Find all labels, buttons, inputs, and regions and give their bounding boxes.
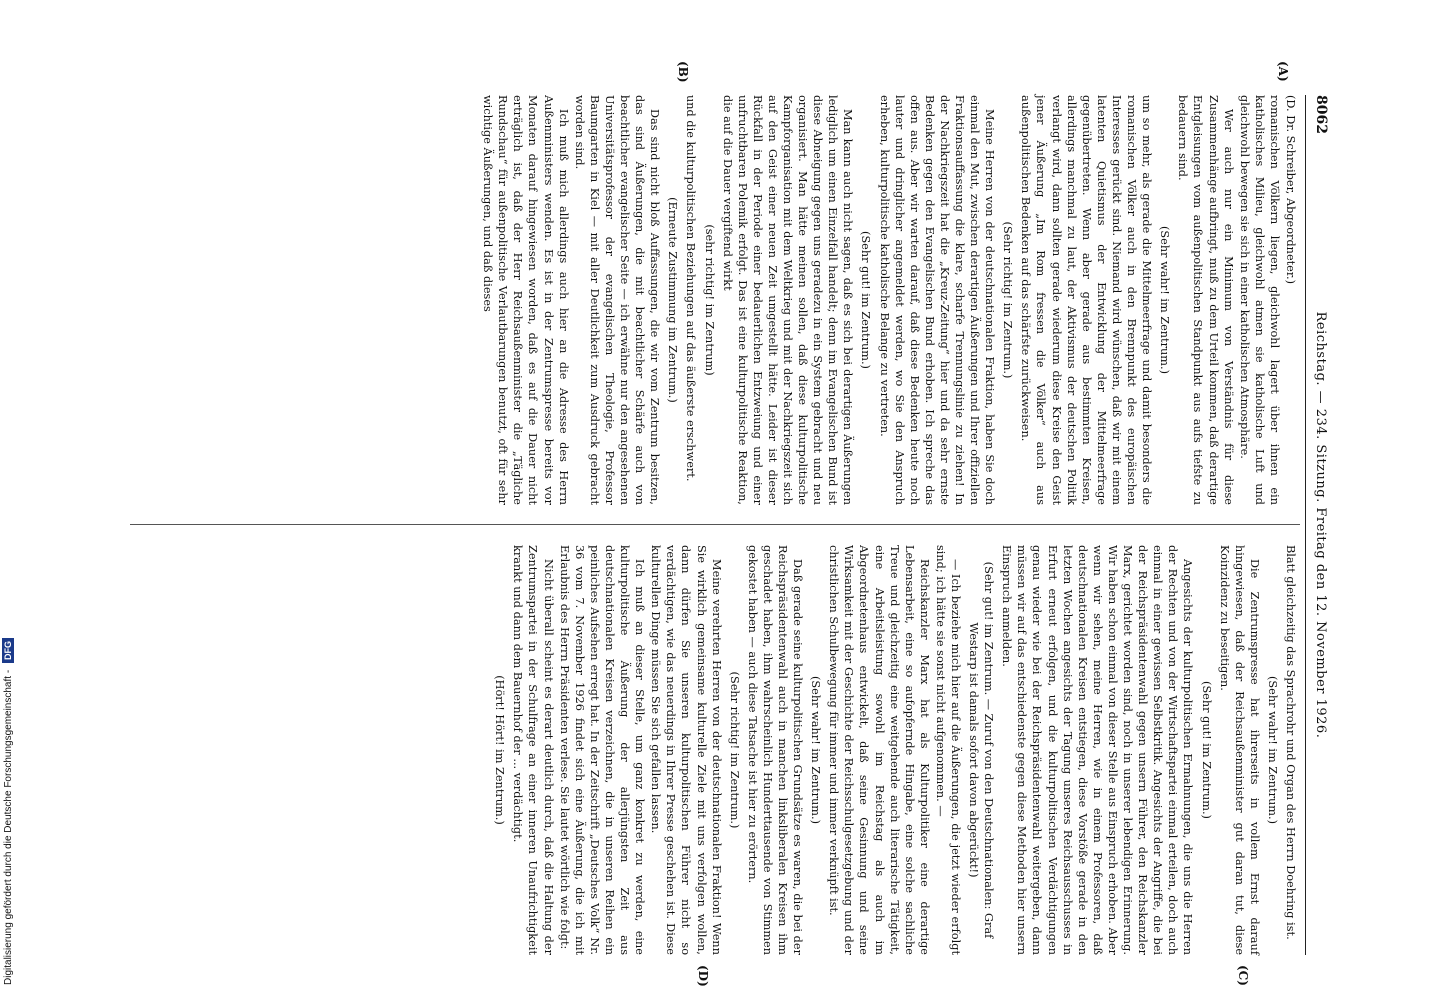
paragraph: Wer auch nur ein Minimum von Verständnis für diese Zusammenhänge aufbringt, muß zu dem Urteil kommen, daß derartige Entgleisungen vom außenpolitischen Standpunkt aus aufs tiefste zu bedauern sind. — [1176, 95, 1235, 505]
interjection: (Sehr gut! im Zentrum.) — [859, 231, 873, 369]
paragraph: romanischen Völkern liegen, gleichwohl lagert über ihnen ein katholisches Milieu, gleichwohl atmen sie katholische Luft und gleichwohl bewegen sie sich in einer katholischen Atmosphäre. — [1237, 95, 1281, 505]
column-divider — [130, 524, 1300, 525]
paragraph: Die Zentrumspresse hat ihrerseits in vollem Ernst darauf hingewiesen, daß der Reichsaußenminister gut daran tut, diese Koinzidenz zu beseitigen. — [1217, 545, 1261, 955]
margin-mark-d: (D) — [696, 965, 710, 987]
funding-stripe — [2, 0, 16, 1000]
left-column — [479, 95, 1298, 505]
page-header — [1305, 95, 1330, 955]
interjection: (Sehr gut! im Zentrum. — Zuruf von den Deutschnationalen: Graf Westarp ist damals sofort davon abgerückt!) — [967, 561, 996, 939]
right-column — [489, 545, 1298, 955]
interjection: (sehr richtig! im Zentrum) — [702, 224, 716, 376]
paragraph: Angesichts der kulturpolitischen Ermahnungen, die uns die Herren der Rechten und von der Wirtschaftspartei einmal erteilen, doch auch einmal in einer gewissen Selbstkritik. Angesichts der Angriffe, die bei der Reichspräsidentenwahl gegen unsern Führer, den Reichskanzler Marx, gerichtet worden sind, noch in unserer lebendigen Erinnerung. Wir haben schon einmal von dieser Stelle aus Einspruch erhoben. Aber wenn wir sehen, meine Herren, wie in einem Professoren, daß deutschnationalen Kreisen entstiegen, diese Vorstöße gerade in den letzten Wochen angesichts der Tagung unseres Reichsausschusses in Erfurt erneut erfolgen, und die kulturpolitischen Verdächtigungen genau wieder wie bei der Reichspräsidentenwahl weitergeben, dann müssen wir auf das entschiedenste gegen diese Methoden hier unsern Einspruch anmelden. — [1000, 545, 1195, 955]
paragraph: Das sind nicht bloß Auffassungen, die wir vom Zentrum besitzen, das sind Äußerungen, die mit beachtlicher Schärfe auch von beachtlicher evangelischer Seite — ich erwähne nur den angesehenen Universitätsprofessor der evangelischen Theologie, Professor Baumgarten in Kiel — mit aller Deutlichkeit zum Ausdruck gebracht worden sind. — [572, 95, 662, 505]
margin-mark-b: (B) — [676, 61, 690, 83]
funding-note — [2, 0, 16, 985]
paragraph: Man kann auch nicht sagen, daß es sich bei derartigen Äußerungen lediglich um einen Einzelfall handelt; denn im Evangelischen Bund ist diese Abneigung gegen uns geradezu in ein System gebracht und neu organisiert. Man hätte meinen sollen, daß diese kulturpolitische Kampforganisation mit dem Weltkrieg und mit der Nachkriegszeit sich auf den Geist einer neuen Zeit umgestellt hätte. Leider ist dieser Rückfall in der Periode einer bedauerlichen Entzweiung und einer unfruchtbaren Polemik erfolgt. Das ist eine kulturpolitische Reaktion, die auf die Dauer vergiftend wirkt — [720, 95, 855, 505]
paragraph: Ich muß mich allerdings auch hier an die Adresse des Herrn Außenministers wenden. Es ist in der Zentrumspresse bereits vor Monaten darauf hingewiesen worden, daß es auf die Dauer nicht erträglich ist, daß der Herr Reichsaußenminister die „Tägliche Rundschau“ für außenpolitische Verlautbarungen benutzt, oft für sehr wichtige Äußerungen, und daß dieses — [481, 95, 570, 505]
paragraph: — Ich beziehe mich hier auf die Äußerungen, die jetzt wieder erfolgt sind; ich hätte sie sonst nicht aufgenommen. — — [933, 545, 963, 955]
paragraph: Nicht überall scheint es derart deutlich durch, daß die Haltung der Zentrumspartei in der Schulfrage an einer inneren Unaufrichtigkeit krankt und dann dem Bauernhof der ... verdächtigt. — [511, 545, 555, 955]
header-title: Reichstag. — 234. Sitzung. Freitag den 12. November 1926. — [1313, 311, 1328, 739]
paragraph: Reichskanzler Marx hat als Kulturpolitiker eine derartige Lebensarbeit, eine so aufopfernde Hingabe, eine solche sachliche Treue und gleichzeitig eine weitgehende auch literarische Tätigkeit, eine Arbeitsleistung sowohl im Reichstag als auch im Abgeordnetenhaus entwickelt, daß seine Gesinnung und seine Wirksamkeit mit der Geschichte der Reichsschulgesetzgebung und der christlichen Schulbewegung für immer und immer verknüpft ist. — [827, 545, 931, 955]
paragraph: Meine Herren von der deutschnationalen Fraktion, haben Sie doch einmal den Mut, zwischen derartigen Äußerungen und Ihrer offiziellen Fraktionsauffassung die klare, scharfe Trennungslinie zu ziehen! In der Nachkriegszeit hat die „Kreuz-Zeitung“ hier und da sehr ernste Bedenken gegen den Evangelischen Bund erhoben. Ich spreche das offen aus. Aber wir warten darauf, daß diese Bedenken heute noch lauter und dringlicher angemeldet werden, wo Sie den Anspruch erheben, kulturpolitische katholische Belange zu vertreten. — [877, 95, 997, 505]
interjection: (Erneute Zustimmung im Zentrum.) — [666, 197, 680, 403]
paragraph: Meine verehrten Herren von der deutschnationalen Fraktion! Wenn Sie wirklich gemeinsame kulturelle Ziele mit uns verfolgen wollen, dann dürfen Sie unseren kulturpolitischen Führer nicht so verdächtigen, wie das neuerdings in Ihrer Presse geschehen ist. Diese kulturellen Dinge müssen Sie sich gefallen lassen. — [649, 545, 723, 955]
interjection: (Sehr wahr! im Zentrum.) — [1158, 226, 1172, 374]
paragraph: Blatt gleichzeitig das Sprachrohr und Organ des Herrn Doehring ist. — [1284, 545, 1297, 940]
paragraph: Daß gerade seine kulturpolitischen Grundsätze es waren, die bei der Reichspräsidentenwahl auch in manchen linksliberalen Kreisen ihm geschadet haben, ihm wahrscheinlich Hunderttausende von Stimmen gekostet haben — auch diese Tatsache ist hier zu erörtern. — [745, 545, 805, 955]
paragraph: Ich muß an dieser Stelle, um ganz konkret zu werden, eine kulturpolitische Äußerung der allerjüngsten Zeit aus deutschnationalen Kreisen verzeichnen, die in unseren Reihen ein peinliches Aufsehen erregt hat. In der Zeitschrift „Deutsches Volk“ Nr. 36 vom 7. November 1926 findet sich eine Äußerung, die ich mit Erlaubnis des Herrn Präsidenten verlese. Sie lautet wörtlich wie folgt: — [557, 545, 647, 955]
margin-mark-c: (C) — [1236, 965, 1250, 986]
page-number: 8062 — [1313, 95, 1329, 134]
margin-mark-a: (A) — [1276, 61, 1290, 82]
interjection: (Sehr gut! im Zentrum.) — [1199, 681, 1213, 819]
rotated-newspaper-sheet — [110, 61, 1330, 987]
interjection: (Sehr richtig! im Zentrum.) — [727, 671, 741, 829]
interjection: (Sehr wahr! im Zentrum.) — [1265, 676, 1279, 824]
interjection: (Sehr wahr! im Zentrum.) — [809, 676, 823, 824]
interjection: (Sehr richtig! im Zentrum.) — [1001, 221, 1015, 379]
dfg-logo: DFG — [2, 638, 14, 663]
funding-text: Digitalisierung gefördert durch die Deutsche Forschungsgemeinschaft - — [3, 669, 14, 985]
paragraph: um so mehr, als gerade die Mittelmeerfrage und damit besonders die romanischen Völker auch in den Brennpunkt des europäischen Interesses gerückt sind. Niemand wird wünschen, daß wir mit einem latenten Quietismus der Entwicklung der Mittelmeerfrage gegenübertreten. Wenn aber gerade aus bestimmten Kreisen, allerdings manchmal zu laut, der Aktivismus der deutschen Politik verlangt wird, dann sollten gerade wiederum diese Kreise den Geist jener Äußerung „Im Rom fressen die Völker“ auch aus außenpolitischen Bedenken auf das schärfste zurückweisen. — [1019, 95, 1154, 505]
paragraph: (D. Dr. Schreiber, Abgeordneter.) — [1284, 95, 1297, 285]
interjection: (Hört! Hört! im Zentrum.) — [493, 675, 507, 825]
paragraph: und die kulturpolitischen Beziehungen auf das äußerste erschwert. — [684, 95, 698, 482]
